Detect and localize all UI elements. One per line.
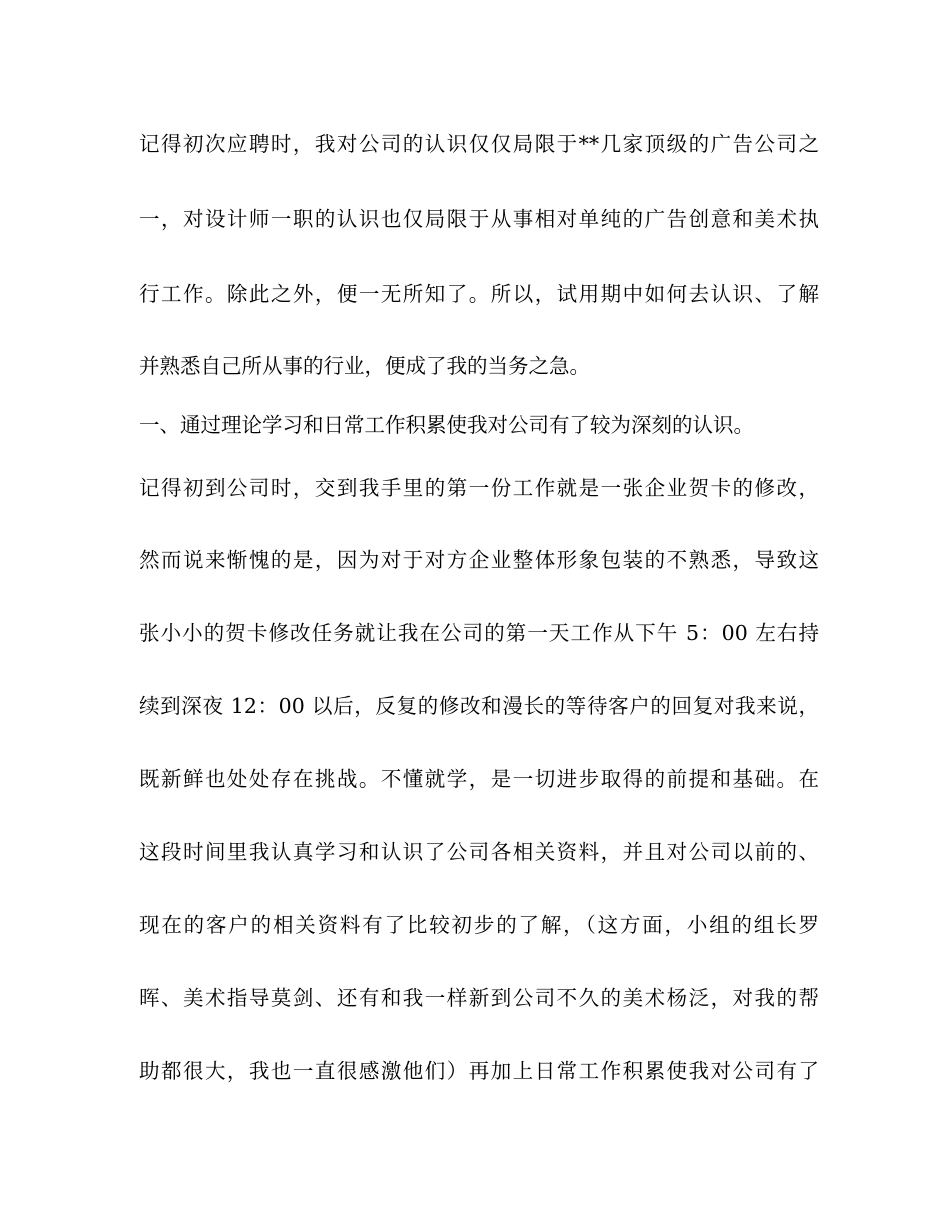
section-heading: 一、通过理论学习和日常工作积累使我对公司有了较为深刻的认识。 bbox=[139, 413, 754, 437]
text-line: 行工作。除此之外，便一无所知了。所以，试用期中如何去认识、了解 bbox=[139, 282, 819, 306]
text-line: 既新鲜也处处存在挑战。不懂就学，是一切进步取得的前提和基础。在 bbox=[139, 767, 819, 791]
text-line: 现在的客户的相关资料有了比较初步的了解，（这方面，小组的组长罗 bbox=[139, 913, 819, 937]
text-line: 晖、美术指导莫剑、还有和我一样新到公司不久的美术杨泛，对我的帮 bbox=[139, 986, 819, 1010]
text-line: 记得初到公司时，交到我手里的第一份工作就是一张企业贺卡的修改， bbox=[139, 476, 819, 500]
text-line: 记得初次应聘时，我对公司的认识仅仅局限于**几家顶级的广告公司之 bbox=[139, 132, 819, 156]
text-line: 续到深夜 12：00 以后，反复的修改和漫长的等待客户的回复对我来说， bbox=[139, 694, 819, 718]
text-line: 张小小的贺卡修改任务就让我在公司的第一天工作从下午 5：00 左右持 bbox=[139, 621, 819, 645]
text-line: 助都很大，我也一直很感激他们）再加上日常工作积累使我对公司有了 bbox=[139, 1059, 819, 1083]
text-line: 并熟悉自己所从事的行业，便成了我的当务之急。 bbox=[139, 354, 590, 378]
text-line: 一，对设计师一职的认识也仅局限于从事相对单纯的广告创意和美术执 bbox=[139, 207, 819, 231]
text-line: 这段时间里我认真学习和认识了公司各相关资料，并且对公司以前的、 bbox=[139, 840, 819, 864]
text-line: 然而说来惭愧的是，因为对于对方企业整体形象包装的不熟悉，导致这 bbox=[139, 548, 819, 572]
